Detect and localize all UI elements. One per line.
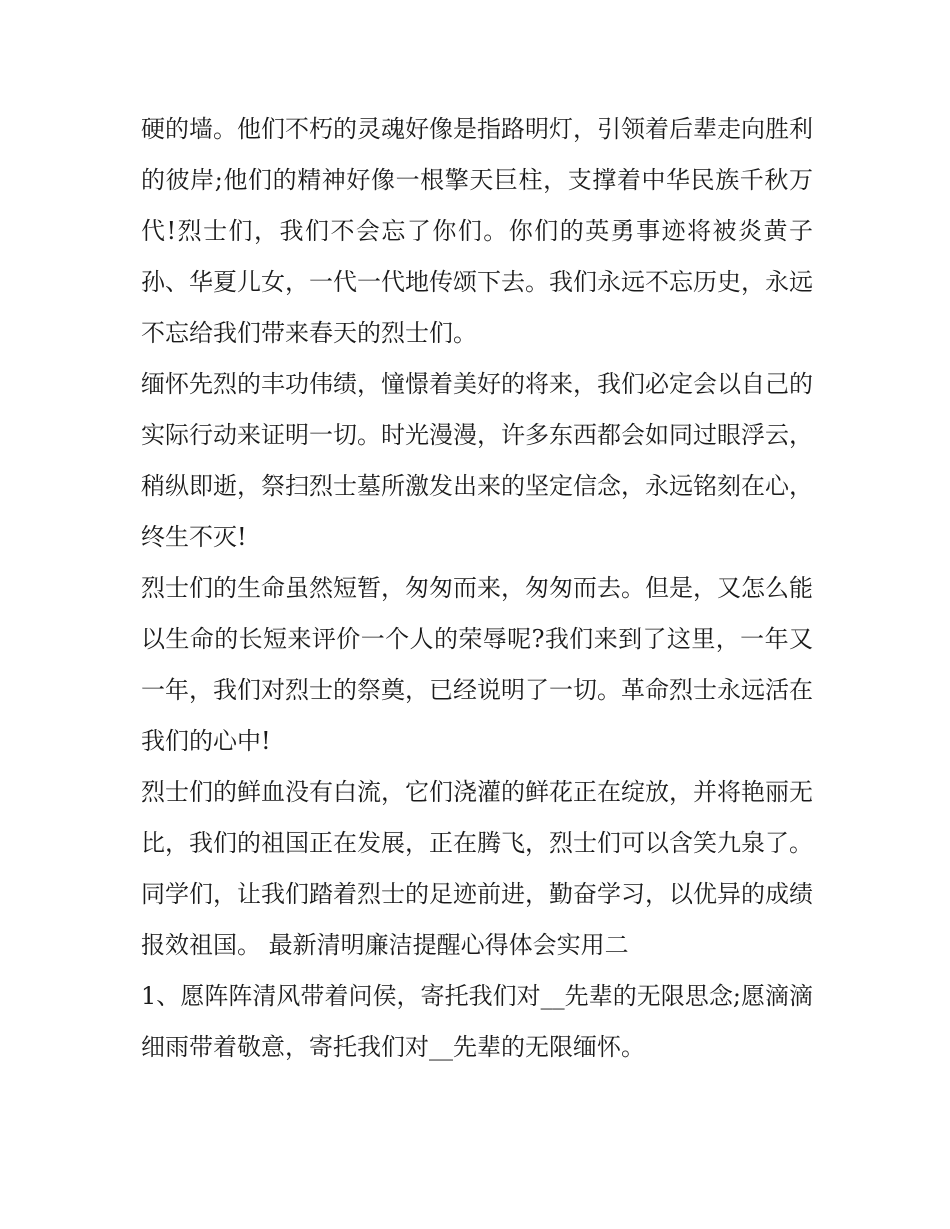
paragraph-3: 烈士们的生命虽然短暂，匆匆而来，匆匆而去。但是，又怎么能以生命的长短来评价一个人的荣辱呢?我们来到了这里，一年又一年，我们对烈士的祭奠，已经说明了一切。革命烈士永远活在我们的心中! — [141, 574, 813, 755]
paragraph-4: 烈士们的鲜血没有白流，它们浇灌的鲜花正在绽放，并将艳丽无比，我们的祖国正在发展，正在腾飞，烈士们可以含笑九泉了。 — [141, 778, 813, 857]
document-body — [141, 104, 813, 1073]
paragraph-6: 1、愿阵阵清风带着问侯，寄托我们对__先辈的无限思念;愿滴滴细雨带着敬意，寄托我们对__先辈的无限缅怀。 — [141, 982, 813, 1061]
paragraph-5: 同学们，让我们踏着烈士的足迹前进，勤奋学习，以优异的成绩报效祖国。 最新清明廉洁提醒心得体会实用二 — [141, 880, 813, 959]
paragraph-2: 缅怀先烈的丰功伟绩，憧憬着美好的将来，我们必定会以自己的实际行动来证明一切。时光漫漫，许多东西都会如同过眼浮云，稍纵即逝，祭扫烈士墓所激发出来的坚定信念，永远铭刻在心，终生不灭! — [141, 370, 813, 551]
paragraph-1: 硬的墙。他们不朽的灵魂好像是指路明灯，引领着后辈走向胜利的彼岸;他们的精神好像一根擎天巨柱，支撑着中华民族千秋万代!烈士们，我们不会忘了你们。你们的英勇事迹将被炎黄子孙、华夏儿女，一代一代地传颂下去。我们永远不忘历史，永远不忘给我们带来春天的烈士们。 — [141, 115, 813, 347]
